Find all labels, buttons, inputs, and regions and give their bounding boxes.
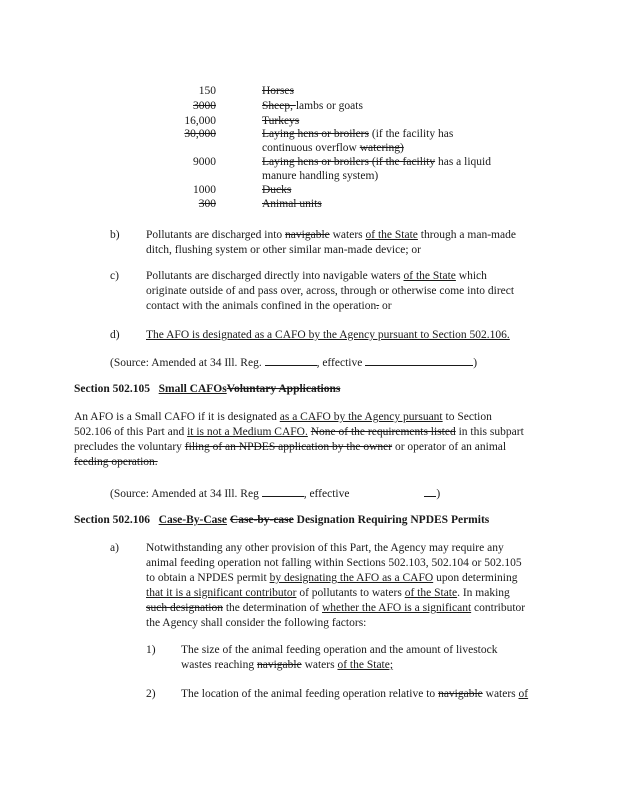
table-num: 3000 [193,100,216,112]
text-run: as a CAFO by the Agency pursuant [279,411,443,423]
section-title-rest: Designation Requiring NPDES Permits [293,514,490,526]
text-run: the Agency shall consider the following factors: [146,617,367,629]
text-run: Turkeys [262,115,300,127]
item-a-label: a) [110,542,119,554]
paragraph-line [74,410,492,425]
text-run: waters [301,659,338,671]
text-run: whether the AFO is a significant [321,602,472,614]
text-run: feeding operation. [74,456,158,468]
section-number: Section 502.106 [74,514,151,526]
text-run: filing of an NPDES application by the owner [184,441,393,453]
text-run: None of the requirements listed [310,426,456,438]
text-run: The size of the animal feeding operation and the amount of livestock [181,644,498,656]
table-text [262,84,294,99]
paragraph-line [146,556,522,571]
source-prefix: (Source: Amended at 34 Ill. Reg. [110,357,265,369]
text-run: of the State [403,270,456,282]
item-d-label: d) [110,329,120,341]
source-note [110,354,477,371]
section-title-old: Voluntary Applications [226,383,341,395]
text-run: navigable [438,688,483,700]
source-prefix: (Source: Amended at 34 Ill. Reg [110,488,262,500]
paragraph-line [146,284,514,299]
text-run: manure handling system) [262,170,379,182]
section-title-old: Case-by-case [229,514,294,526]
text-run: Notwithstanding any other provision of this Part, the Agency may require any [146,542,504,554]
item-b-label: b) [110,229,120,241]
text-run: ditch, flushing system or other similar man-made device; or [146,244,421,256]
table-num: 16,000 [184,115,216,127]
section-title-new: Small CAFOs [158,383,227,395]
table-text [262,155,491,170]
text-run: of pollutants to waters [296,587,405,599]
source-effective: , effective [316,357,366,369]
section-number: Section 502.105 [74,383,151,395]
source-effective: , effective [303,488,353,500]
paragraph-line [181,687,528,702]
text-run: has a liquid [435,156,491,168]
blank-line [262,485,304,497]
text-run: that it is a significant contributor [146,587,297,599]
blank-gap [352,486,424,497]
section-heading-502-106 [74,513,489,528]
table-num: 9000 [193,156,216,168]
text-run: An AFO is a Small CAFO if it is designated [74,411,280,423]
text-run: Ducks [262,184,292,196]
factor-2-label: 2) [146,688,156,700]
text-run: wastes reaching [181,659,257,671]
paragraph-line [146,616,366,631]
text-run: in this subpart [455,426,524,438]
text-run: through a man-made [417,229,516,241]
text-run: of the State; [337,659,394,671]
paragraph-line [146,328,510,343]
text-run: Horses [262,85,294,97]
text-run: of the State [365,229,418,241]
blank-line [424,485,436,497]
text-run: to Section [442,411,492,423]
paragraph-line [74,425,524,440]
paragraph-line [74,455,158,470]
text-run: Sheep, [262,100,296,112]
table-text [262,99,363,114]
table-num: 150 [198,85,216,97]
text-run: navigable [285,229,330,241]
text-run: upon determining [433,572,518,584]
paragraph-line [146,601,525,616]
text-run: 502.106 of this Part and [74,426,188,438]
blank-line [365,354,473,366]
paragraph-line [146,571,518,586]
text-run: lambs or goats [295,100,363,112]
paragraph-line [146,243,421,258]
text-run: contact with the animals confined in the operation [146,300,377,312]
text-run: the determination of [222,602,322,614]
paragraph-line [74,440,506,455]
text-run: waters [329,229,366,241]
section-heading-502-105 [74,382,340,397]
paragraph-line [146,299,392,314]
paragraph-line [146,269,487,284]
paragraph-line [146,541,504,556]
item-c-label: c) [110,270,119,282]
table-num: 30,000 [184,128,216,140]
table-text [262,197,322,212]
text-run: to obtain a NPDES permit [146,572,270,584]
source-suffix: ) [473,357,478,369]
text-run: of [518,688,529,700]
paragraph-line [146,228,516,243]
text-run: which [455,270,487,282]
table-num: 300 [198,198,216,210]
text-run: by designating the AFO as a CAFO [269,572,434,584]
text-run: (if the facility has [369,128,454,140]
source-note [110,485,440,502]
text-run: it is not a Medium CAFO. [187,426,308,438]
section-title-new: Case-By-Case [158,514,228,526]
text-run: . [376,300,380,312]
text-run: or [379,300,392,312]
paragraph-line [181,658,393,673]
table-text [262,127,453,142]
blank-line [265,354,317,366]
source-suffix: ) [436,488,441,500]
factor-1-label: 1) [146,644,156,656]
text-run: Laying hens or broilers (if the facility [262,156,436,168]
text-run: The AFO is designated as a CAFO by the Agency pursuant to Section 502.106. [146,329,510,341]
text-run: such designation [146,602,223,614]
text-run: waters [482,688,519,700]
table-text [262,183,291,198]
text-run: Animal units [262,198,322,210]
text-run: . In making [457,587,510,599]
text-run: of the State [404,587,458,599]
table-num: 1000 [193,184,216,196]
paragraph-line [181,643,497,658]
text-run: Pollutants are discharged directly into navigable waters [146,270,404,282]
text-run: navigable [257,659,302,671]
text-run: precludes the voluntary [74,441,185,453]
text-run: contributor [471,602,526,614]
text-run: The location of the animal feeding operation relative to [181,688,439,700]
paragraph-line [146,586,510,601]
text-run: watering) [359,142,404,154]
text-run: or operator of an animal [392,441,507,453]
text-run: Pollutants are discharged into [146,229,286,241]
table-text [262,141,404,156]
text-run: originate outside of and pass over, across, through or otherwise come into direct [146,285,515,297]
text-run: animal feeding operation not falling within Sections 502.103, 502.104 or 502.105 [146,557,522,569]
table-text [262,169,378,184]
text-run: Laying hens or broilers [262,128,369,140]
text-run: continuous overflow [262,142,360,154]
